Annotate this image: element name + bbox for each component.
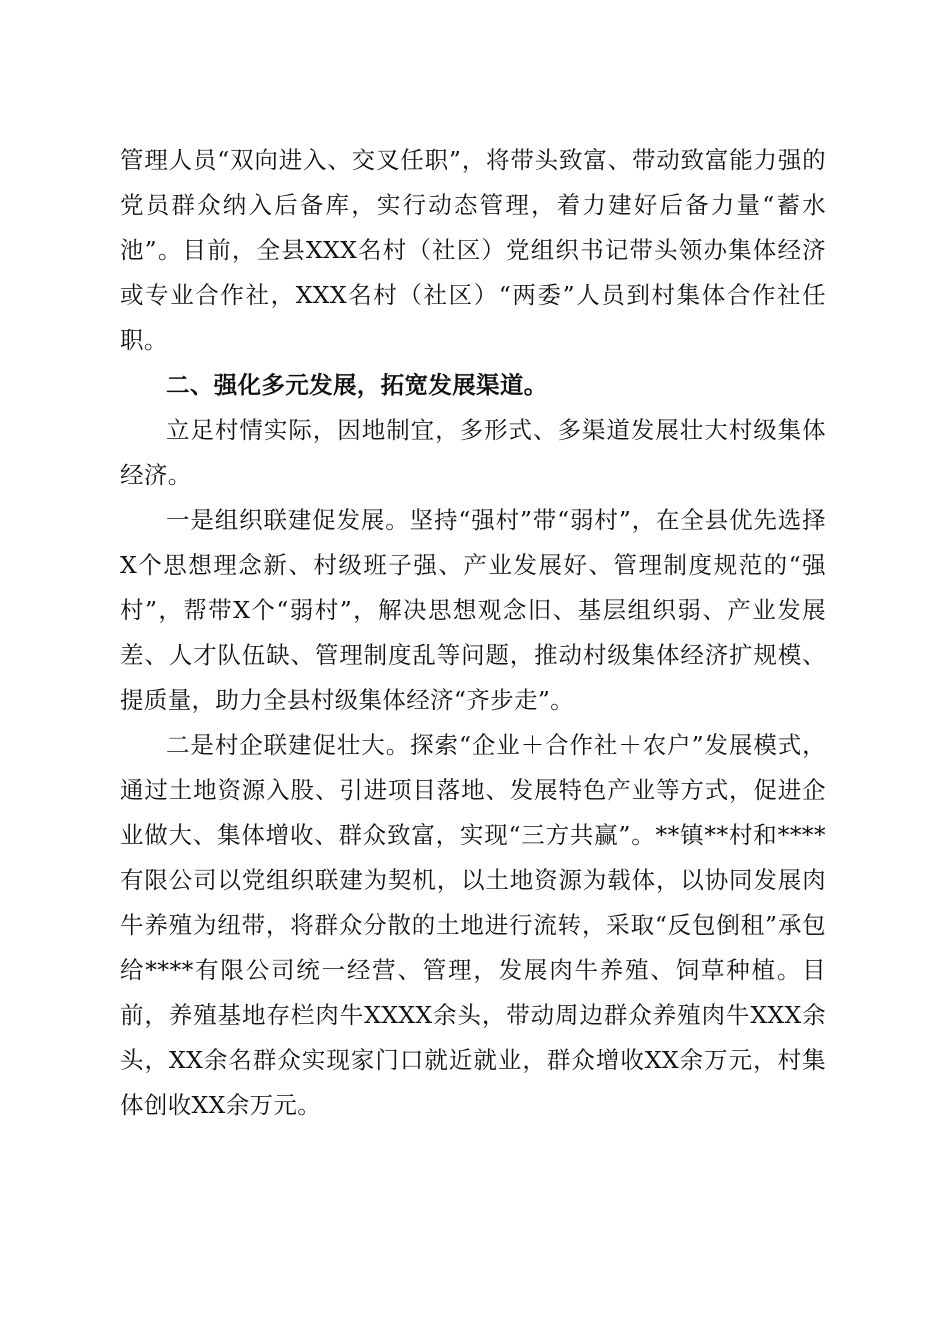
- item-lead-organization: 一是组织联建促发展。: [166, 506, 410, 534]
- section-intro-paragraph: 立足村情实际，因地制宜，多形式、多渠道发展壮大村级集体经济。: [120, 416, 826, 489]
- item-body-organization: 坚持“强村”带“弱村”，在全县优先选择X个思想理念新、村级班子强、产业发展好、管理制度规范的“强村”，帮带X个“弱村”，解决思想观念旧、基层组织弱、产业发展差、人才队伍缺、管理制度乱等问题，推动村级集体经济扩规模、提质量，助力全县村级集体经济“齐步走”。: [120, 506, 826, 714]
- item-paragraph-organization: [120, 498, 826, 723]
- item-body-village-enterprise: 探索“企业＋合作社＋农户”发展模式，通过土地资源入股、引进项目落地、发展特色产业等方式，促进企业做大、集体增收、群众致富，实现“三方共赢”。**镇**村和****有限公司以党组织联建为契机，以土地资源为载体，以协同发展肉牛养殖为纽带，将群众分散的土地进行流转，采取“反包倒租”承包给****有限公司统一经营、管理，发展肉牛养殖、饲草种植。目前，养殖基地存栏肉牛XXXX余头，带动周边群众养殖肉牛XXX余头，XX余名群众实现家门口就近就业，群众增收XX余万元，村集体创收XX余万元。: [120, 731, 827, 1119]
- paragraph-continuation: 管理人员“双向进入、交叉任职”，将带头致富、带动致富能力强的党员群众纳入后备库，实行动态管理，着力建好后备力量“蓄水池”。目前，全县XXX名村（社区）党组织书记带头领办集体经济或专业合作社，XXX名村（社区）“两委”人员到村集体合作社任职。: [120, 146, 826, 354]
- section-heading: 二、强化多元发展，拓宽发展渠道。: [166, 371, 548, 399]
- document-body: [120, 138, 826, 1128]
- item-paragraph-village-enterprise: [120, 723, 826, 1128]
- item-lead-village-enterprise: 二是村企联建促壮大。: [166, 731, 411, 759]
